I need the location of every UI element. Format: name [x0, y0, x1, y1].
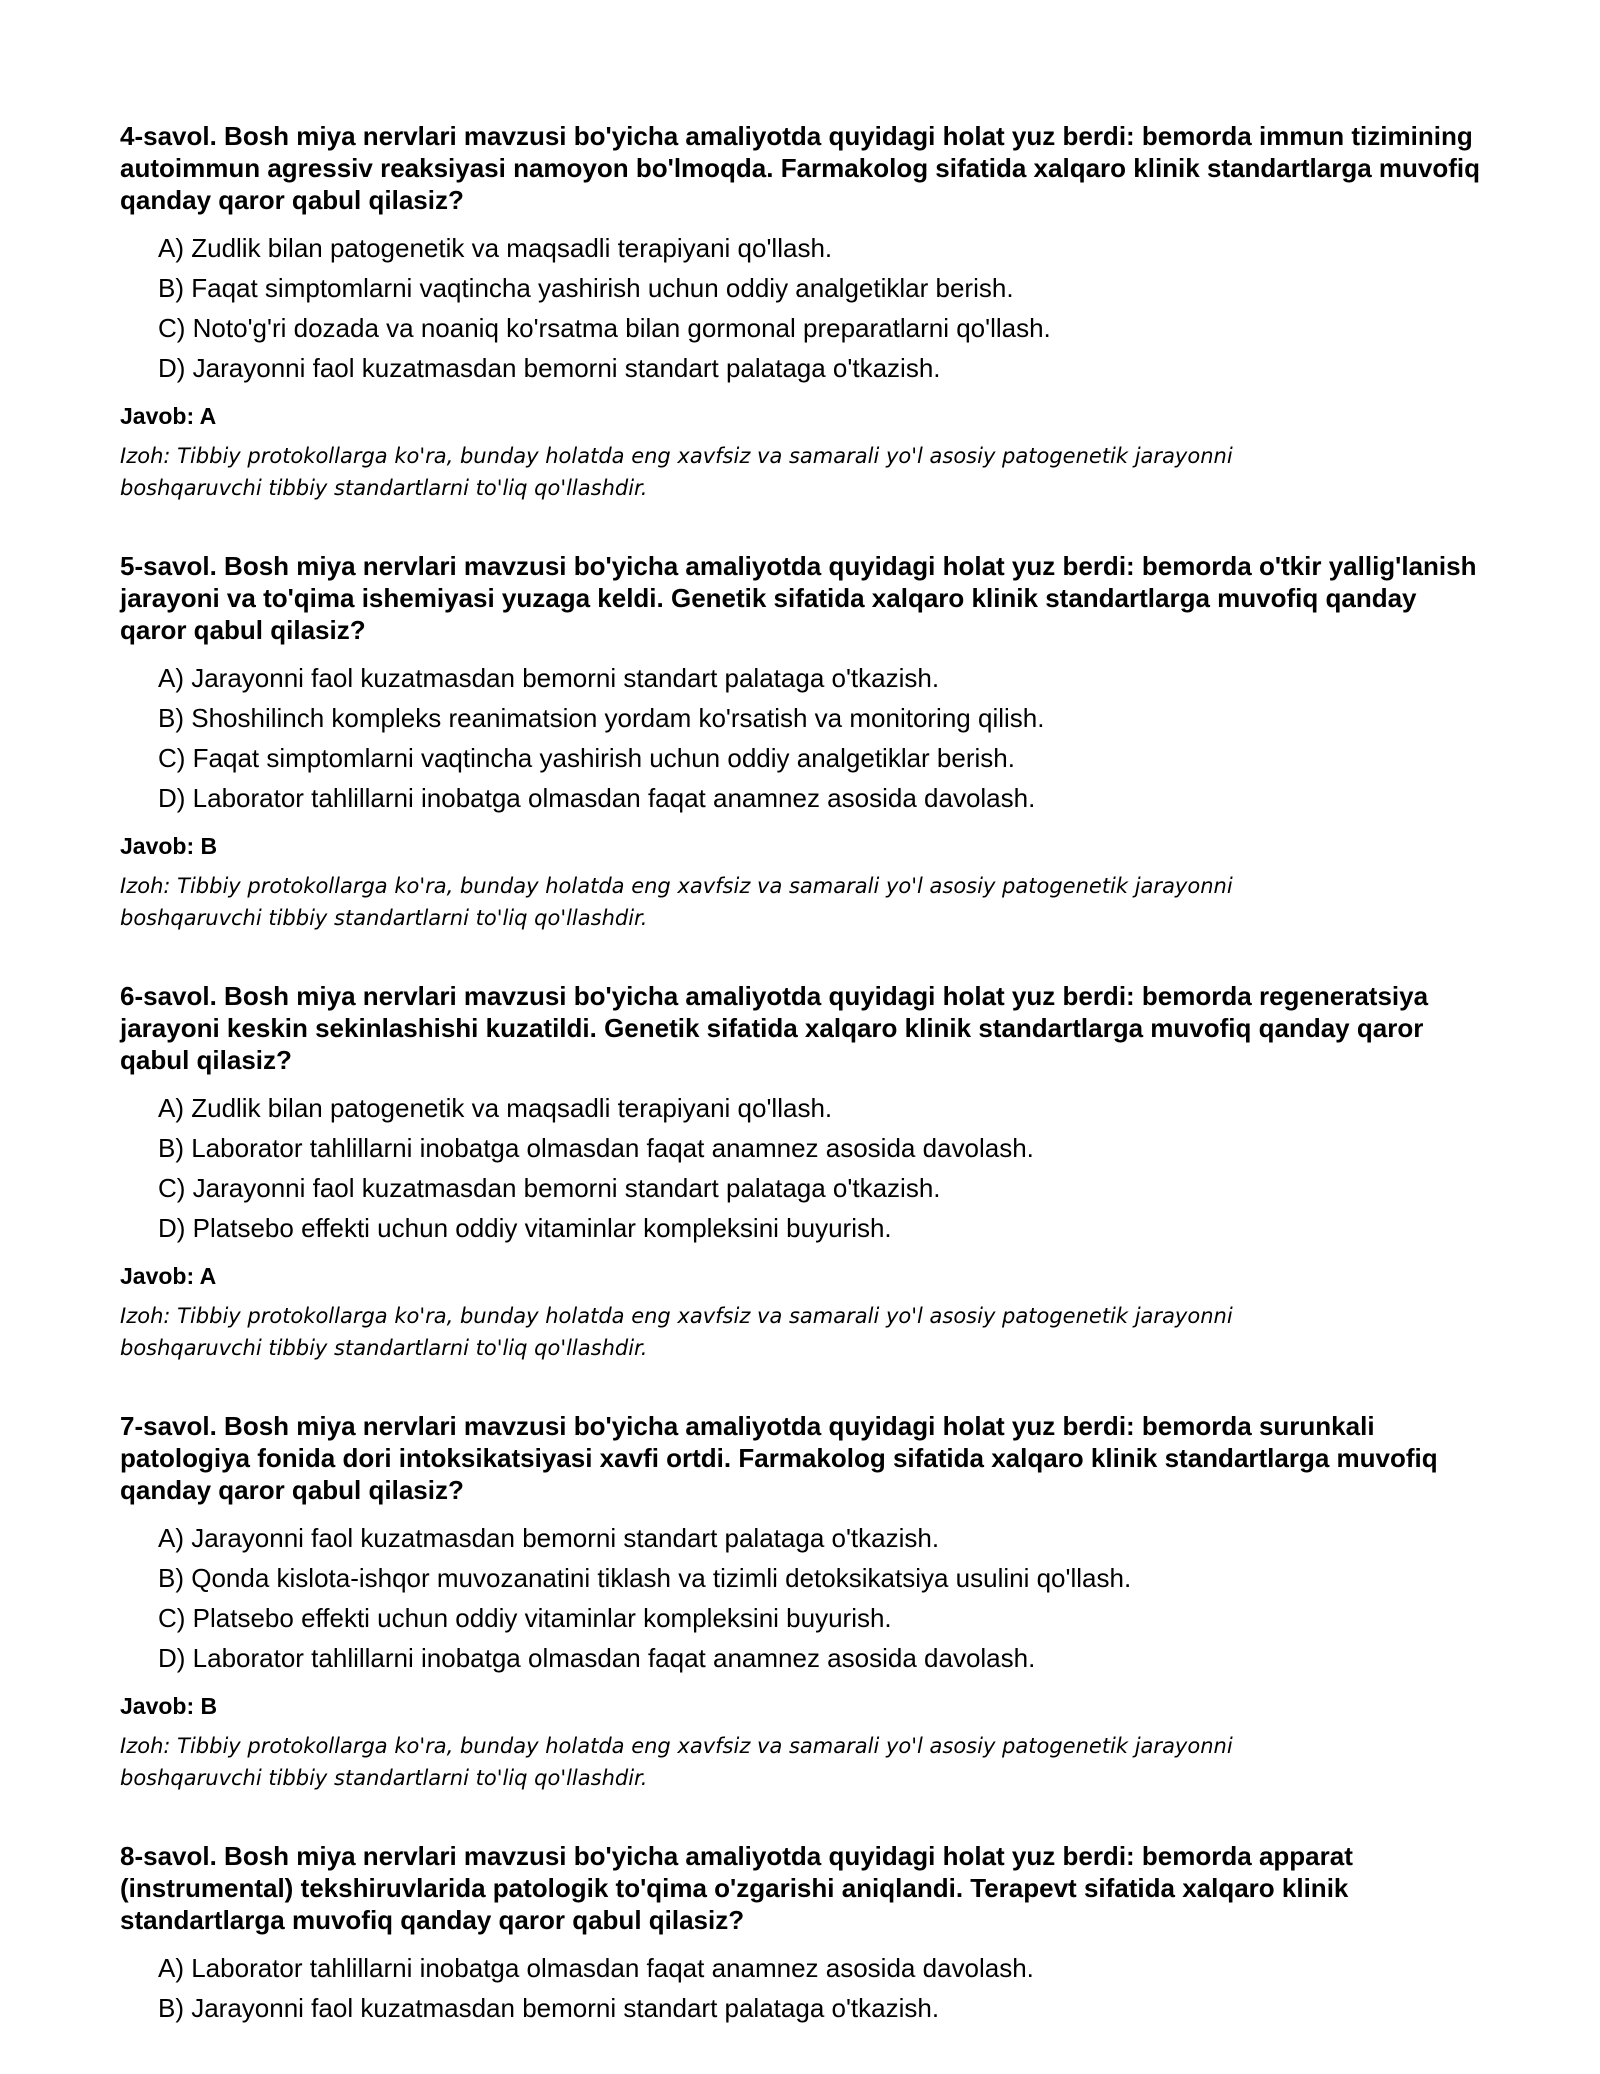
option-b: B) Qonda kislota-ishqor muvozanatini tiklash va tizimli detoksikatsiya usulini qo'llash.: [158, 1563, 1132, 1593]
answer-label: Javob: A: [120, 1263, 217, 1289]
option-d: D) Platsebo effekti uchun oddiy vitaminlar kompleksini buyurish.: [158, 1213, 892, 1243]
question-title: 6-savol. Bosh miya nervlari mavzusi bo'yicha amaliyotda quyidagi holat yuz berdi: bemorda regeneratsiya jarayoni keskin sekinlashishi kuzatildi. Genetik sifatida xalqaro klinik standartlarga muvofiq qanday qaror qabul qilasiz?: [120, 981, 1429, 1075]
question-4: [120, 120, 1490, 504]
option-d: D) Laborator tahlillarni inobatga olmasdan faqat anamnez asosida davolash.: [158, 1643, 1036, 1673]
option-c: C) Faqat simptomlarni vaqtincha yashirish uchun oddiy analgetiklar berish.: [158, 743, 1015, 773]
option-b: B) Laborator tahlillarni inobatga olmasdan faqat anamnez asosida davolash.: [158, 1133, 1034, 1163]
option-c: C) Noto'g'ri dozada va noaniq ko'rsatma bilan gormonal preparatlarni qo'llash.: [158, 313, 1051, 343]
document-page: [120, 120, 1490, 2074]
question-8: [120, 1840, 1490, 2028]
question-7: [120, 1410, 1490, 1794]
option-a: A) Zudlik bilan patogenetik va maqsadli terapiyani qo'llash.: [158, 1093, 833, 1123]
option-d: D) Laborator tahlillarni inobatga olmasdan faqat anamnez asosida davolash.: [158, 783, 1036, 813]
explanation-note: Izoh: Tibbiy protokollarga ko'ra, bunday holatda eng xavfsiz va samarali yo'l asosiy patogenetik jarayonni boshqaruvchi tibbiy standartlarni to'liq qo'llashdir.: [120, 1304, 1233, 1360]
option-b: B) Faqat simptomlarni vaqtincha yashirish uchun oddiy analgetiklar berish.: [158, 273, 1014, 303]
question-title: 5-savol. Bosh miya nervlari mavzusi bo'yicha amaliyotda quyidagi holat yuz berdi: bemorda o'tkir yallig'lanish jarayoni va to'qima ishemiyasi yuzaga keldi. Genetik sifatida xalqaro klinik standartlarga muvofiq qanday qaror qabul qilasiz?: [120, 551, 1477, 645]
answer-label: Javob: A: [120, 403, 217, 429]
explanation-note: Izoh: Tibbiy protokollarga ko'ra, bunday holatda eng xavfsiz va samarali yo'l asosiy patogenetik jarayonni boshqaruvchi tibbiy standartlarni to'liq qo'llashdir.: [120, 444, 1233, 500]
option-a: A) Jarayonni faol kuzatmasdan bemorni standart palataga o'tkazish.: [158, 1523, 940, 1553]
option-list: [120, 1088, 1490, 1248]
question-title: 8-savol. Bosh miya nervlari mavzusi bo'yicha amaliyotda quyidagi holat yuz berdi: bemorda apparat (instrumental) tekshiruvlarida patologik to'qima o'zgarishi aniqlandi. Terapevt sifatida xalqaro klinik standartlarga muvofiq qanday qaror qabul qilasiz?: [120, 1841, 1353, 1935]
option-b: B) Jarayonni faol kuzatmasdan bemorni standart palataga o'tkazish.: [158, 1993, 940, 2023]
answer-label: Javob: B: [120, 1693, 218, 1719]
option-list: [120, 1518, 1490, 1678]
option-a: A) Jarayonni faol kuzatmasdan bemorni standart palataga o'tkazish.: [158, 663, 940, 693]
option-list: [120, 1948, 1490, 2028]
explanation-note: Izoh: Tibbiy protokollarga ko'ra, bunday holatda eng xavfsiz va samarali yo'l asosiy patogenetik jarayonni boshqaruvchi tibbiy standartlarni to'liq qo'llashdir.: [120, 1734, 1233, 1790]
question-title: 4-savol. Bosh miya nervlari mavzusi bo'yicha amaliyotda quyidagi holat yuz berdi: bemorda immun tizimining autoimmun agressiv reaksiyasi namoyon bo'lmoqda. Farmakolog sifatida xalqaro klinik standartlarga muvofiq qanday qaror qabul qilasiz?: [120, 121, 1481, 215]
question-title: 7-savol. Bosh miya nervlari mavzusi bo'yicha amaliyotda quyidagi holat yuz berdi: bemorda surunkali patologiya fonida dori intoksikatsiyasi xavfi ortdi. Farmakolog sifatida xalqaro klinik standartlarga muvofiq qanday qaror qabul qilasiz?: [120, 1411, 1438, 1505]
option-c: C) Jarayonni faol kuzatmasdan bemorni standart palataga o'tkazish.: [158, 1173, 941, 1203]
option-list: [120, 228, 1490, 388]
option-a: A) Zudlik bilan patogenetik va maqsadli terapiyani qo'llash.: [158, 233, 833, 263]
answer-label: Javob: B: [120, 833, 218, 859]
option-b: B) Shoshilinch kompleks reanimatsion yordam ko'rsatish va monitoring qilish.: [158, 703, 1045, 733]
option-c: C) Platsebo effekti uchun oddiy vitaminlar kompleksini buyurish.: [158, 1603, 892, 1633]
option-list: [120, 658, 1490, 818]
question-6: [120, 980, 1490, 1364]
question-5: [120, 550, 1490, 934]
option-a: A) Laborator tahlillarni inobatga olmasdan faqat anamnez asosida davolash.: [158, 1953, 1034, 1983]
option-d: D) Jarayonni faol kuzatmasdan bemorni standart palataga o'tkazish.: [158, 353, 941, 383]
explanation-note: Izoh: Tibbiy protokollarga ko'ra, bunday holatda eng xavfsiz va samarali yo'l asosiy patogenetik jarayonni boshqaruvchi tibbiy standartlarni to'liq qo'llashdir.: [120, 874, 1233, 930]
